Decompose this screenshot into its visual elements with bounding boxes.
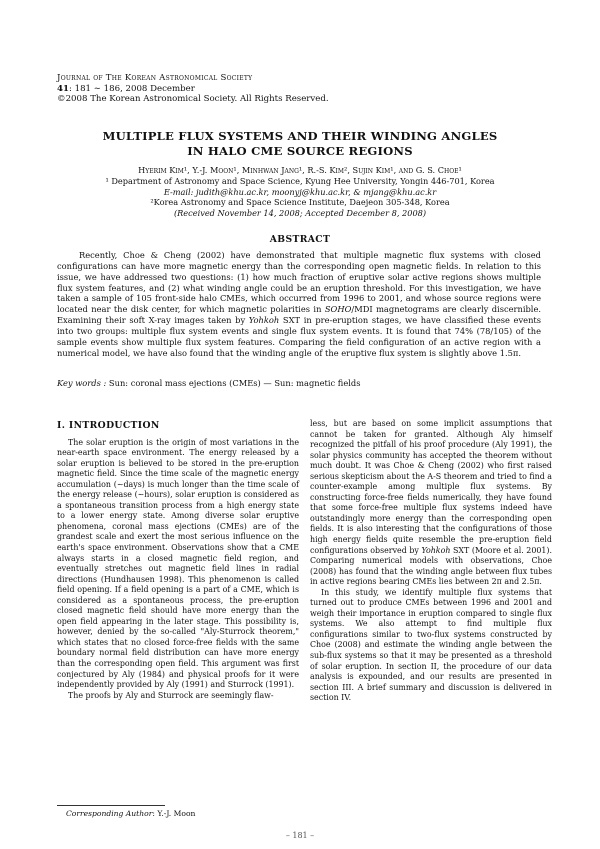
intro-p3-text-a: less, but are based on some implicit assumptions that cannot be taken for granted. Although Aly himself recognized the pitfall of his proof procedure (Aly 1991), the solar physics community has accepted the theorem without much doubt. It was Choe & Cheng (2002) who first raised serious skepticism about the A-S theorem and tried to find a counter-example among multiple flux systems. By constructing force-free fields numerically, they have found that some force-free multiple flux systems indeed have outstandingly more energy than the corresponding open fields. It is also interesting that the configurations of those high energy fields quite resemble the pre-eruption field configurations observed by [310,419,552,555]
journal-volume-line [57,84,537,95]
journal-header [57,73,537,105]
intro-paragraph-3 [310,419,552,588]
intro-p3-yohkoh: Yohkoh [421,545,451,555]
page-number: – 181 – [285,831,315,840]
journal-copyright: ©2008 The Korean Astronomical Society. All Rights Reserved. [57,94,329,105]
intro-paragraph-1: The solar eruption is the origin of most variations in the near-earth space environment. The energy released by a solar eruption is believed to be stored in the pre-eruption magnetic field. Since the time scale of the magnetic energy accumulation (∼days) is much longer than the time scale of the energy release (∼hours), solar eruption is considered as a spontaneous transition process from a high energy state to a lower energy state. Among diverse solar eruptive phenomena, coronal mass ejections (CMEs) are of the grandest scale and exert the most serious influence on the earth's space environment. Observations show that a CME always starts in a closed magnetic field region, and eventually stretches out magnetic field lines in radial directions (Hundhausen 1998). This phenomenon is called field opening. If a field opening is a part of a CME, which is considered as a spontaneous process, the pre-eruption closed magnetic field should have more energy than the open field appearing in the later stage. This possibility is, however, denied by the so-called "Aly-Sturrock theorem," which states that no closed force-free fields with the same boundary normal field distribution can have more energy than the corresponding open field. This argument was first conjectured by Aly (1984) and physical proofs for it were independently provided by Aly (1991) and Sturrock (1991). [57,437,299,690]
right-column [310,419,552,704]
keywords-text: Sun: coronal mass ejections (CMEs) — Sun: magnetic fields [106,378,361,388]
abstract-text-b: /MDI magnetograms are clearly discernible. Examining their soft X-ray images taken by [57,304,541,326]
abstract-heading: ABSTRACT [269,234,331,245]
author-names: Hyerim Kim¹, Y.-J. Moon¹, Minhwan Jang¹, R.-S. Kim², Sujin Kim¹, and G. S. Choe¹ [138,165,462,175]
abstract-yohkoh: Yohkoh [248,315,280,326]
intro-p3-text-b: SXT (Moore et al. 2001). Comparing numerical models with observations, Choe (2008) has found that the winding angle between flux tubes in active regions bearing CMEs lies between 2π and 2.5π. [310,545,552,587]
journal-pages-issue: : 181 ∼ 186, 2008 December [68,83,195,94]
abstract-soho: SOHO [324,304,352,315]
paper-title [60,129,540,159]
section-heading-introduction: I. INTRODUCTION [57,420,160,431]
abstract-text-a: Recently, Choe & Cheng (2002) have demonstrated that multiple magnetic flux systems with closed configurations can have more magnetic energy than the corresponding open magnetic fields. In relation to this issue, we have addressed two questions: (1) how much fraction of eruptive solar active regions shows multiple flux system features, and (2) what winding angle could be an eruption threshold. For this investigation, we have taken a sample of 105 front-side halo CMEs, which occurred from 1996 to 2001, and whose source regions were located near the disk center, for which magnetic polarities in [57,250,541,315]
keywords-line [57,378,541,389]
abstract-text-c: SXT in pre-eruption stages, we have classified these events into two groups: multiple flux system events and single flux system events. It is found that 74% (78/105) of the sample events show multiple flux system features. Comparing the field configuration of an active region with a numerical model, we have also found that the winding angle of the eruptive flux system is slightly above 1.5π. [57,315,542,358]
footnote-label: Corresponding Author [66,809,153,818]
journal-name: Journal of The Korean Astronomical Society [57,73,253,83]
intro-paragraph-2: The proofs by Aly and Sturrock are seemingly flaw- [68,690,274,700]
intro-paragraph-4: In this study, we identify multiple flux systems that turned out to produce CMEs between 1996 and 2001 and weigh their importance in eruption compared to single flux systems. We also attempt to find multiple flux configurations similar to two-flux systems constructed by Choe (2008) and estimate the winding angle between the sub-flux systems so that it may be presented as a threshold of solar eruption. In section II, the procedure of our data analysis is expounded, and our results are presented in section III. A brief summary and discussion is delivered in section IV. [310,587,552,703]
affiliation-2: ²Korea Astronomy and Space Science Institute, Daejeon 305-348, Korea [150,197,450,208]
left-column [57,421,299,701]
title-line-2: IN HALO CME SOURCE REGIONS [187,144,413,158]
author-block [40,165,560,219]
abstract-body [57,250,541,358]
keywords-label: Key words : [57,378,107,388]
journal-volume: 41 [57,83,69,94]
author-emails: E-mail: judith@khu.ac.kr, moonyj@khu.ac.kr, & mjang@khu.ac.kr [163,186,437,197]
affiliation-1: ¹ Department of Astronomy and Space Science, Kyung Hee University, Yongin 446-701, Korea [105,175,495,186]
title-line-1: MULTIPLE FLUX SYSTEMS AND THEIR WINDING ANGLES [102,129,498,143]
received-dates: (Received November 14, 2008; Accepted December 8, 2008) [173,208,427,219]
footnote-text: : Y.-J. Moon [152,809,196,818]
corresponding-author-footnote [66,809,195,819]
abstract-paragraph [57,250,541,358]
footnote-divider [57,805,165,806]
